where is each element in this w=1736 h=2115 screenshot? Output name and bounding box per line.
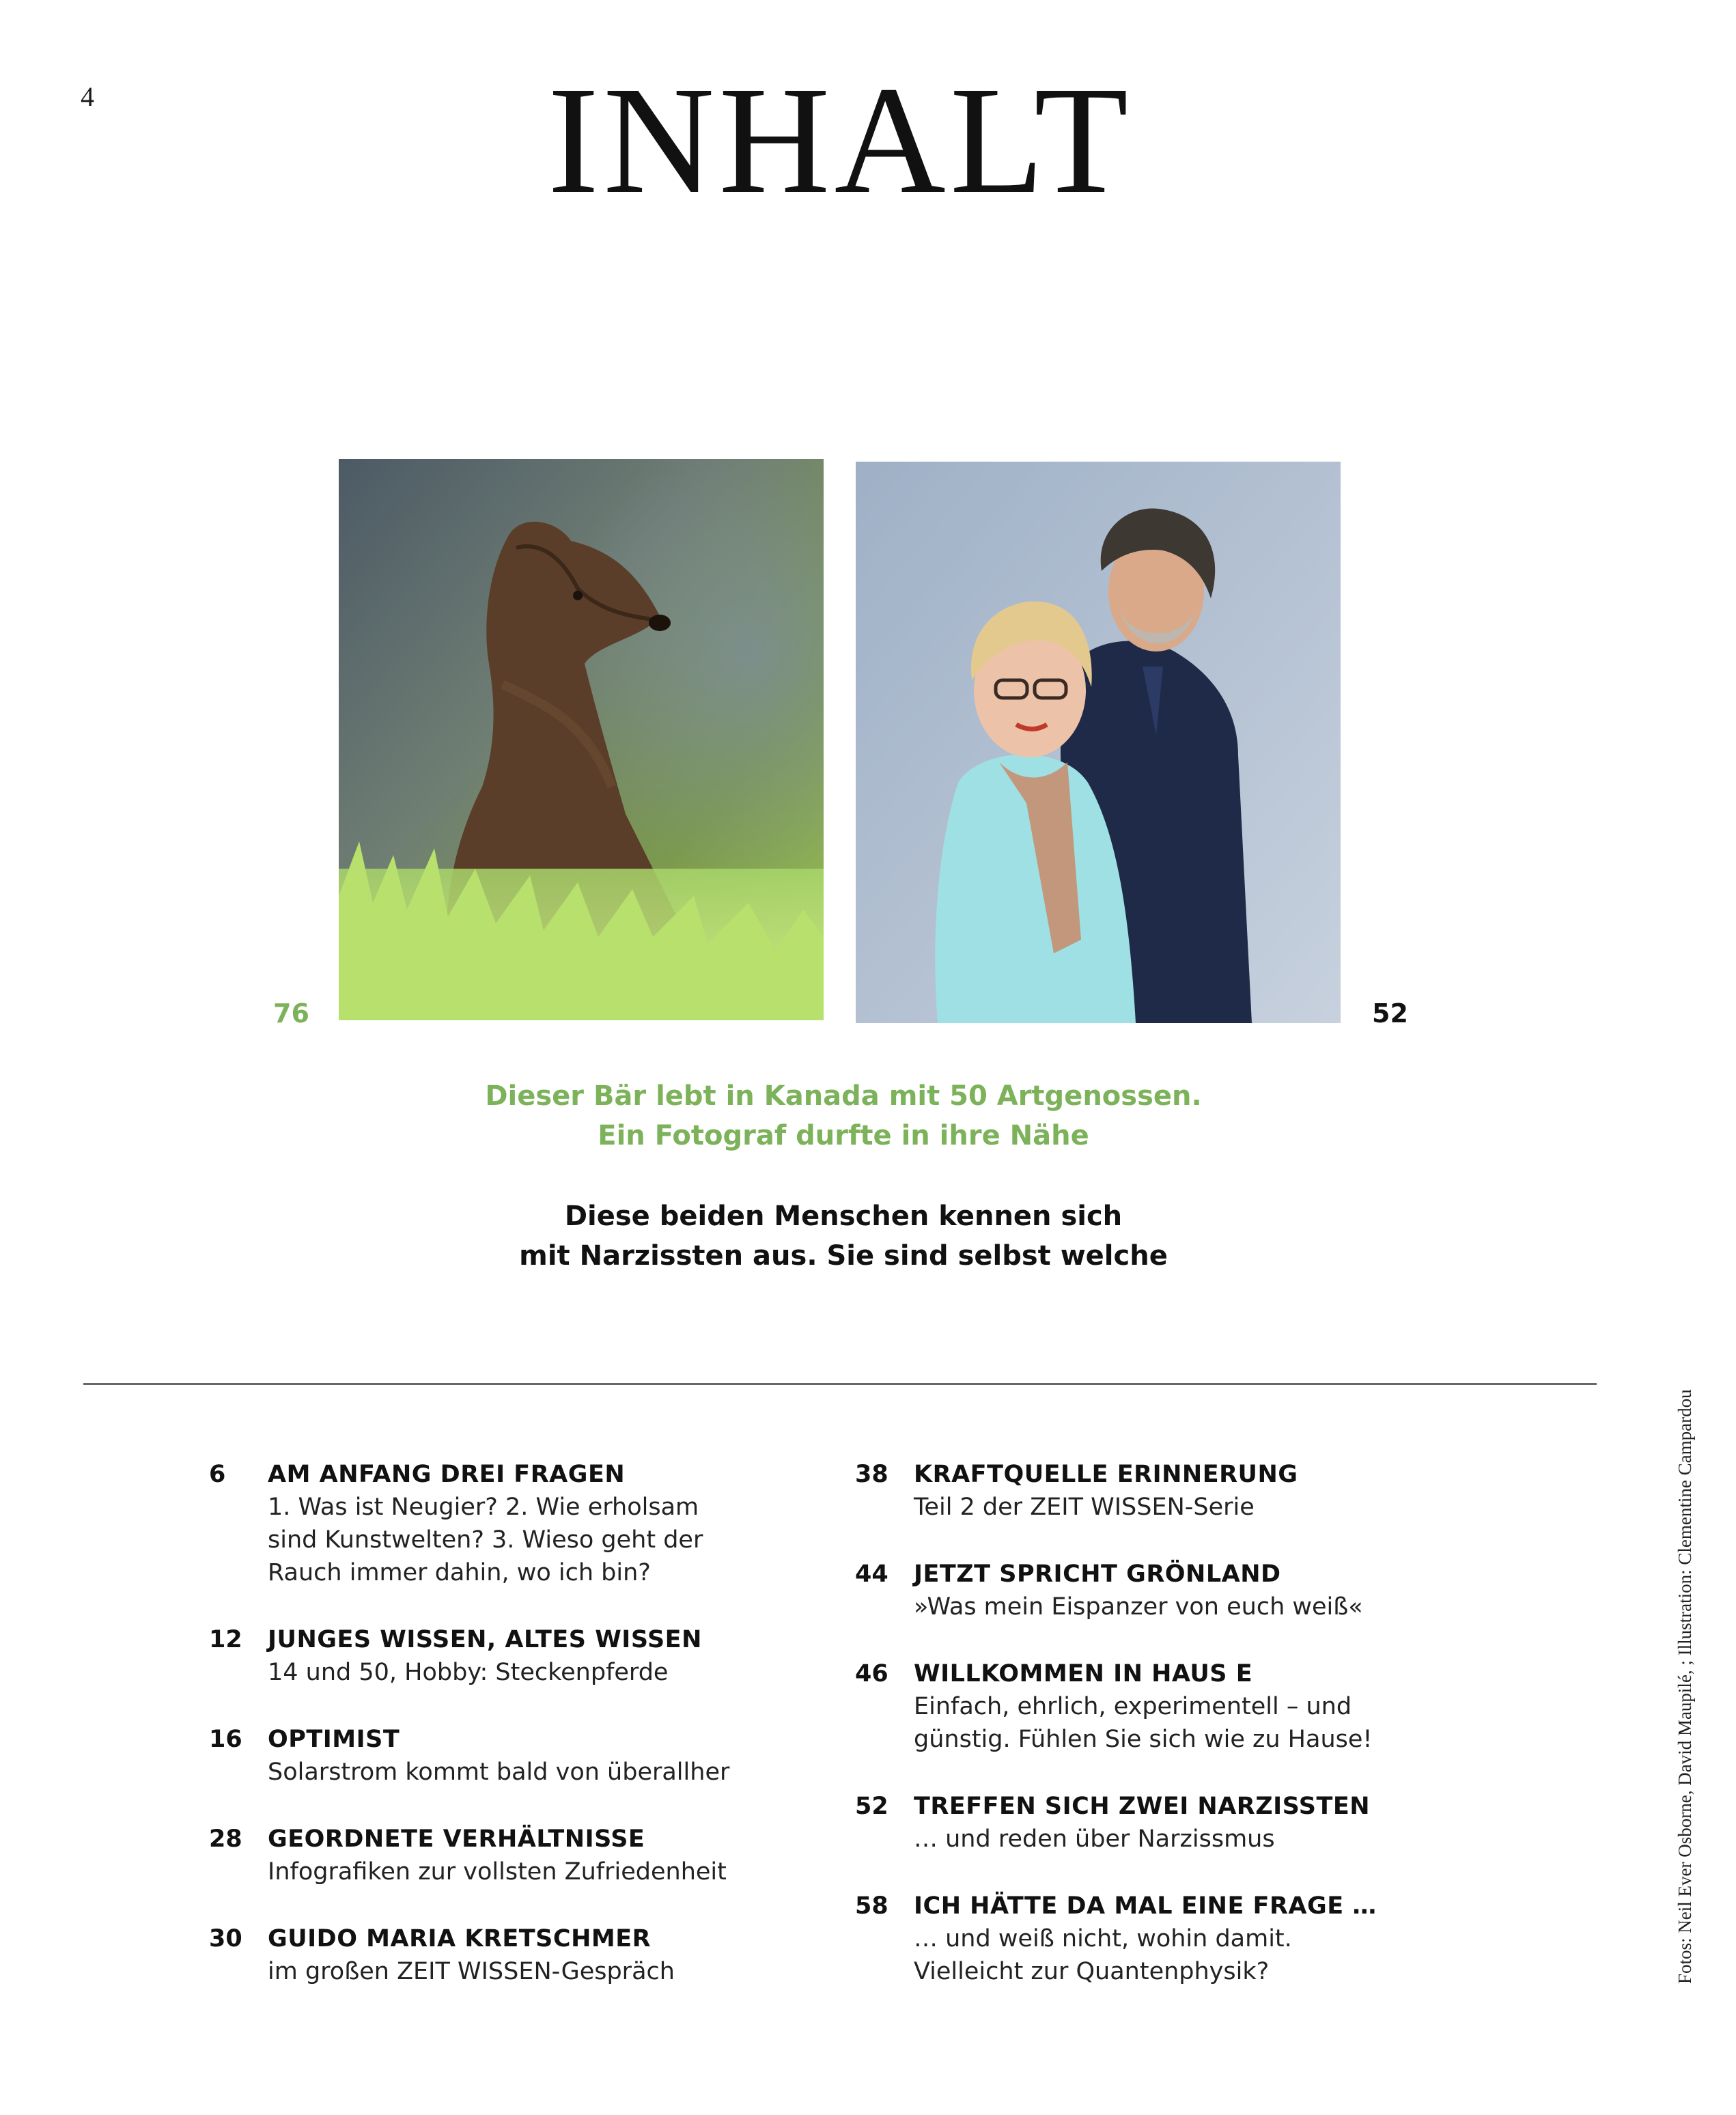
toc-description: 1. Was ist Neugier? 2. Wie erholsam sind Kunstwelten? 3. Wieso geht der Rauch immer dahin, wo ich bin?: [268, 1494, 703, 1586]
toc-heading: ICH HÄTTE DA MAL EINE FRAGE …: [914, 1892, 1377, 1920]
toc-description: Teil 2 der ZEIT WISSEN-Serie: [914, 1494, 1255, 1521]
people-caption-line: Diese beiden Menschen kennen sich: [564, 1201, 1123, 1232]
page-title: INHALT: [547, 55, 1133, 225]
toc-heading: TREFFEN SICH ZWEI NARZISSTEN: [914, 1793, 1371, 1820]
toc-description: Infografiken zur vollsten Zufriedenheit: [268, 1858, 727, 1886]
toc-heading: WILLKOMMEN IN HAUS E: [914, 1660, 1253, 1687]
toc-entry[interactable]: [855, 1558, 1377, 1623]
toc-heading: GEORDNETE VERHÄLTNISSE: [268, 1825, 645, 1853]
photo-credit: Fotos: Neil Ever Osborne, David Maupilé, ; Illustration: Clementine Campardou: [1675, 1389, 1695, 1984]
bear-photo-page-ref: 76: [273, 998, 309, 1028]
toc-entry[interactable]: [855, 1458, 1377, 1524]
toc-entry[interactable]: [855, 1890, 1377, 1988]
toc-heading: AM ANFANG DREI FRAGEN: [268, 1461, 626, 1488]
bear-caption: [0, 1076, 1687, 1155]
page-number: 4: [81, 81, 94, 112]
bear-photo: [339, 459, 824, 1020]
toc-description: Einfach, ehrlich, experimentell – und günstig. Fühlen Sie sich wie zu Hause!: [914, 1693, 1373, 1753]
toc-page-number: 44: [855, 1560, 888, 1588]
toc-description: Solarstrom kommt bald von überallher: [268, 1759, 730, 1786]
toc-page-number: 6: [209, 1461, 226, 1488]
bear-caption-line: Dieser Bär lebt in Kanada mit 50 Artgenossen.: [485, 1080, 1202, 1112]
toc-entry[interactable]: [209, 1623, 729, 1689]
toc-page-number: 38: [855, 1461, 888, 1488]
toc-page-number: 46: [855, 1660, 888, 1687]
toc-page-number: 12: [209, 1626, 242, 1653]
toc-entry[interactable]: [209, 1723, 729, 1789]
toc-entry[interactable]: [855, 1790, 1377, 1855]
toc-entry[interactable]: [209, 1922, 729, 1988]
toc-description: … und reden über Narzissmus: [914, 1825, 1275, 1853]
toc-description: im großen ZEIT WISSEN-Gespräch: [268, 1958, 675, 1985]
toc-description: … und weiß nicht, wohin damit. Vielleicht zur Quantenphysik?: [914, 1925, 1292, 1985]
toc-page-number: 52: [855, 1793, 888, 1820]
people-photo: [856, 462, 1341, 1023]
toc-page-number: 30: [209, 1925, 242, 1952]
section-divider: [83, 1383, 1597, 1385]
toc-entry[interactable]: [209, 1823, 729, 1888]
toc-description: 14 und 50, Hobby: Steckenpferde: [268, 1659, 669, 1686]
people-caption-line: mit Narzissten aus. Sie sind selbst welche: [519, 1240, 1168, 1272]
people-caption: [0, 1196, 1687, 1276]
toc-page-number: 28: [209, 1825, 242, 1853]
toc-column-right: [855, 1458, 1377, 1988]
toc-page-number: 16: [209, 1726, 242, 1753]
toc-entry[interactable]: [855, 1657, 1377, 1756]
people-photo-page-ref: 52: [1372, 998, 1408, 1028]
people-photo-icon: [856, 462, 1341, 1023]
bear-caption-line: Ein Fotograf durfte in ihre Nähe: [598, 1120, 1089, 1151]
toc-heading: GUIDO MARIA KRETSCHMER: [268, 1925, 652, 1952]
toc-heading: OPTIMIST: [268, 1726, 400, 1753]
toc-heading: JETZT SPRICHT GRÖNLAND: [914, 1560, 1281, 1588]
bear-photo-icon: [339, 459, 824, 1020]
toc-description: »Was mein Eispanzer von euch weiß«: [914, 1593, 1363, 1621]
toc-heading: KRAFTQUELLE ERINNERUNG: [914, 1461, 1298, 1488]
toc-entry[interactable]: [209, 1458, 729, 1589]
toc-heading: JUNGES WISSEN, ALTES WISSEN: [268, 1626, 702, 1653]
toc-column-left: [209, 1458, 729, 1988]
toc-page-number: 58: [855, 1892, 888, 1920]
